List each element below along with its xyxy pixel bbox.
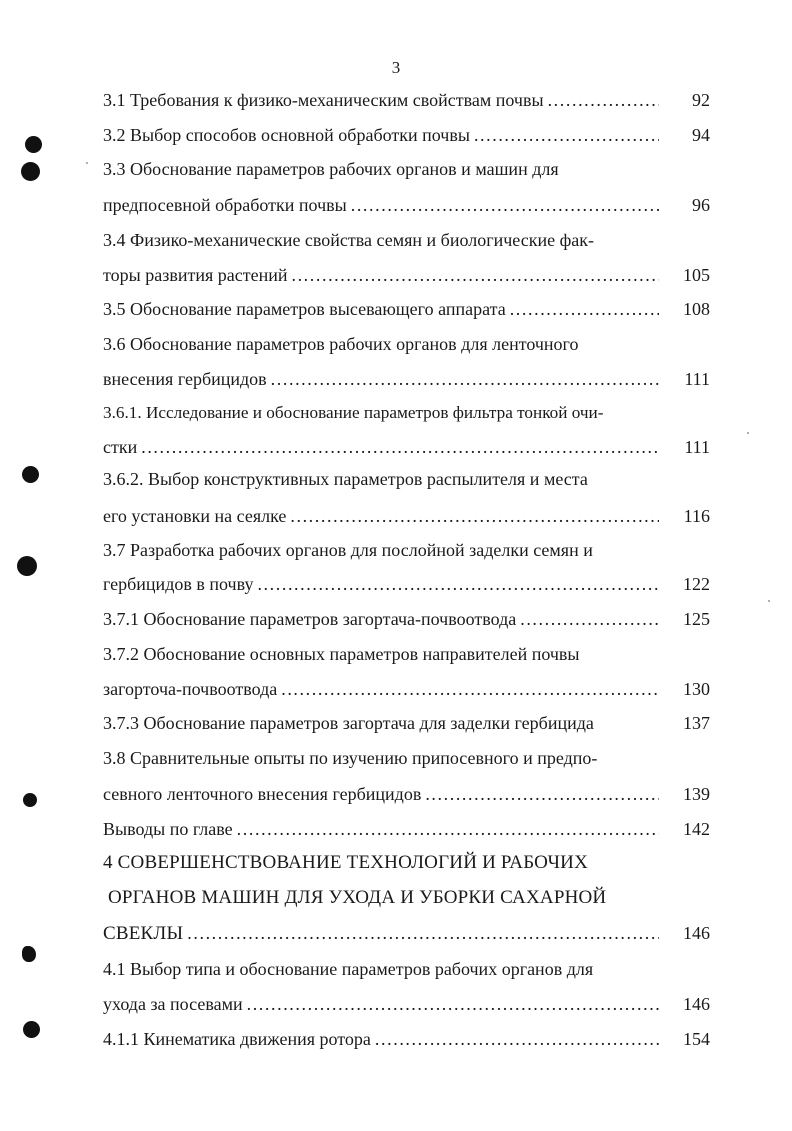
toc-entry-title: стки (103, 437, 138, 457)
binder-hole-mark (17, 556, 37, 576)
toc-page-number: 125 (683, 609, 710, 629)
toc-entry-title: 3.7.1 Обоснование параметров загортача-почвоотвода (103, 609, 517, 629)
toc-entry-3-7-2[interactable]: 3.7.2 Обоснование основных параметров направителей почвы (103, 644, 580, 664)
toc-entry-3-7-1[interactable] (103, 608, 659, 630)
toc-entry-3-6[interactable]: 3.6 Обоснование параметров рабочих органов для ленточного (103, 334, 579, 354)
dot-leader (474, 124, 659, 146)
toc-page-number: 122 (683, 574, 710, 594)
toc-entry-3-7-cont[interactable] (103, 573, 659, 595)
dot-leader (548, 89, 659, 111)
scan-speck (86, 162, 88, 164)
toc-entry-3-2[interactable] (103, 124, 659, 146)
toc-chapter-4-heading-line2[interactable]: ОРГАНОВ МАШИН ДЛЯ УХОДА И УБОРКИ САХАРНОЙ (103, 887, 607, 908)
dot-leader (281, 678, 659, 700)
toc-page-number: 116 (683, 506, 710, 526)
dot-leader (510, 298, 659, 320)
toc-entry-title: торы развития растений (103, 265, 288, 285)
toc-page-number: 111 (684, 369, 710, 389)
dot-leader (291, 264, 659, 286)
toc-entry-title: 3.2 Выбор способов основной обработки почвы (103, 125, 470, 145)
toc-page-number: 146 (683, 994, 710, 1014)
toc-entry-3-6-1-cont[interactable] (103, 436, 659, 458)
dot-leader (141, 436, 659, 458)
dot-leader (375, 1028, 659, 1050)
toc-page-number: 146 (683, 923, 710, 943)
scan-speck (747, 432, 749, 434)
toc-page-number: 111 (684, 437, 710, 457)
toc-page-number: 94 (692, 125, 710, 145)
toc-chapter-4-heading-cont[interactable] (103, 922, 659, 945)
binder-hole-mark (25, 136, 42, 153)
toc-entry-title: севного ленточного внесения гербицидов (103, 784, 422, 804)
toc-page-number: 96 (692, 195, 710, 215)
dot-leader (257, 573, 659, 595)
toc-page-number: 108 (683, 299, 710, 319)
toc-entry-4-1-1[interactable] (103, 1028, 659, 1050)
toc-entry-3-7-3[interactable]: 3.7.3 Обоснование параметров загортача для заделки гербицида (103, 713, 594, 733)
binder-hole-mark (22, 946, 36, 962)
toc-entry-title: загорточа-почвоотвода (103, 679, 278, 699)
toc-entry-title: СВЕКЛЫ (103, 923, 184, 944)
toc-entry-3-6-2-cont[interactable] (103, 505, 659, 527)
toc-entry-3-6-2[interactable]: 3.6.2. Выбор конструктивных параметров распылителя и места (103, 469, 588, 489)
dot-leader (351, 194, 659, 216)
toc-entry-3-8[interactable]: 3.8 Сравнительные опыты по изучению припосевного и предпо- (103, 748, 598, 768)
toc-entry-3-6-cont[interactable] (103, 368, 659, 390)
toc-entry-title: его установки на сеялке (103, 506, 287, 526)
toc-entry-title: гербицидов в почву (103, 574, 254, 594)
scan-speck (768, 600, 770, 602)
toc-page-number: 142 (683, 819, 710, 839)
toc-entry-4-1[interactable]: 4.1 Выбор типа и обоснование параметров рабочих органов для (103, 959, 594, 979)
toc-entry-title: 3.5 Обоснование параметров высевающего аппарата (103, 299, 506, 319)
binder-hole-mark (23, 793, 37, 807)
toc-entry-3-8-cont[interactable] (103, 783, 659, 805)
toc-entry-3-3[interactable]: 3.3 Обоснование параметров рабочих органов и машин для (103, 159, 559, 179)
toc-entry-4-1-cont[interactable] (103, 993, 659, 1015)
dot-leader (520, 608, 659, 630)
dot-leader (290, 505, 659, 527)
toc-entry-title: Выводы по главе (103, 819, 233, 839)
dot-leader (247, 993, 659, 1015)
toc-page-number: 105 (683, 265, 710, 285)
toc-page-number: 92 (692, 90, 710, 110)
toc-entry-3-4-cont[interactable] (103, 264, 659, 286)
toc-entry-3-4[interactable]: 3.4 Физико-механические свойства семян и биологические фак- (103, 230, 594, 250)
toc-page-number: 130 (683, 679, 710, 699)
binder-hole-mark (22, 466, 39, 483)
page-number: 3 (391, 58, 401, 77)
dot-leader (237, 818, 659, 840)
toc-entry-title: 3.1 Требования к физико-механическим свойствам почвы (103, 90, 544, 110)
toc-entry-3-5[interactable] (103, 298, 659, 320)
dot-leader (425, 783, 659, 805)
toc-entry-title: предпосевной обработки почвы (103, 195, 347, 215)
toc-chapter-4-heading[interactable]: 4 СОВЕРШЕНСТВОВАНИЕ ТЕХНОЛОГИЙ И РАБОЧИХ (103, 852, 589, 873)
toc-entry-3-3-cont[interactable] (103, 194, 659, 216)
toc-page-number: 137 (683, 713, 710, 733)
toc-entry-3-1[interactable] (103, 89, 659, 111)
toc-entry-3-6-1[interactable]: 3.6.1. Исследование и обоснование параметров фильтра тонкой очи- (103, 403, 604, 422)
binder-hole-mark (23, 1021, 40, 1038)
toc-entry-3-7-2-cont[interactable] (103, 678, 659, 700)
toc-entry-title: ухода за посевами (103, 994, 243, 1014)
toc-page-number: 154 (683, 1029, 710, 1049)
dot-leader (187, 922, 659, 944)
toc-entry-title: 4.1.1 Кинематика движения ротора (103, 1029, 371, 1049)
toc-page-number: 139 (683, 784, 710, 804)
toc-entry-3-7[interactable]: 3.7 Разработка рабочих органов для послойной заделки семян и (103, 540, 593, 560)
dot-leader (271, 368, 659, 390)
toc-entry-chapter-conclusions[interactable] (103, 818, 659, 840)
binder-hole-mark (21, 162, 40, 181)
toc-entry-title: внесения гербицидов (103, 369, 267, 389)
